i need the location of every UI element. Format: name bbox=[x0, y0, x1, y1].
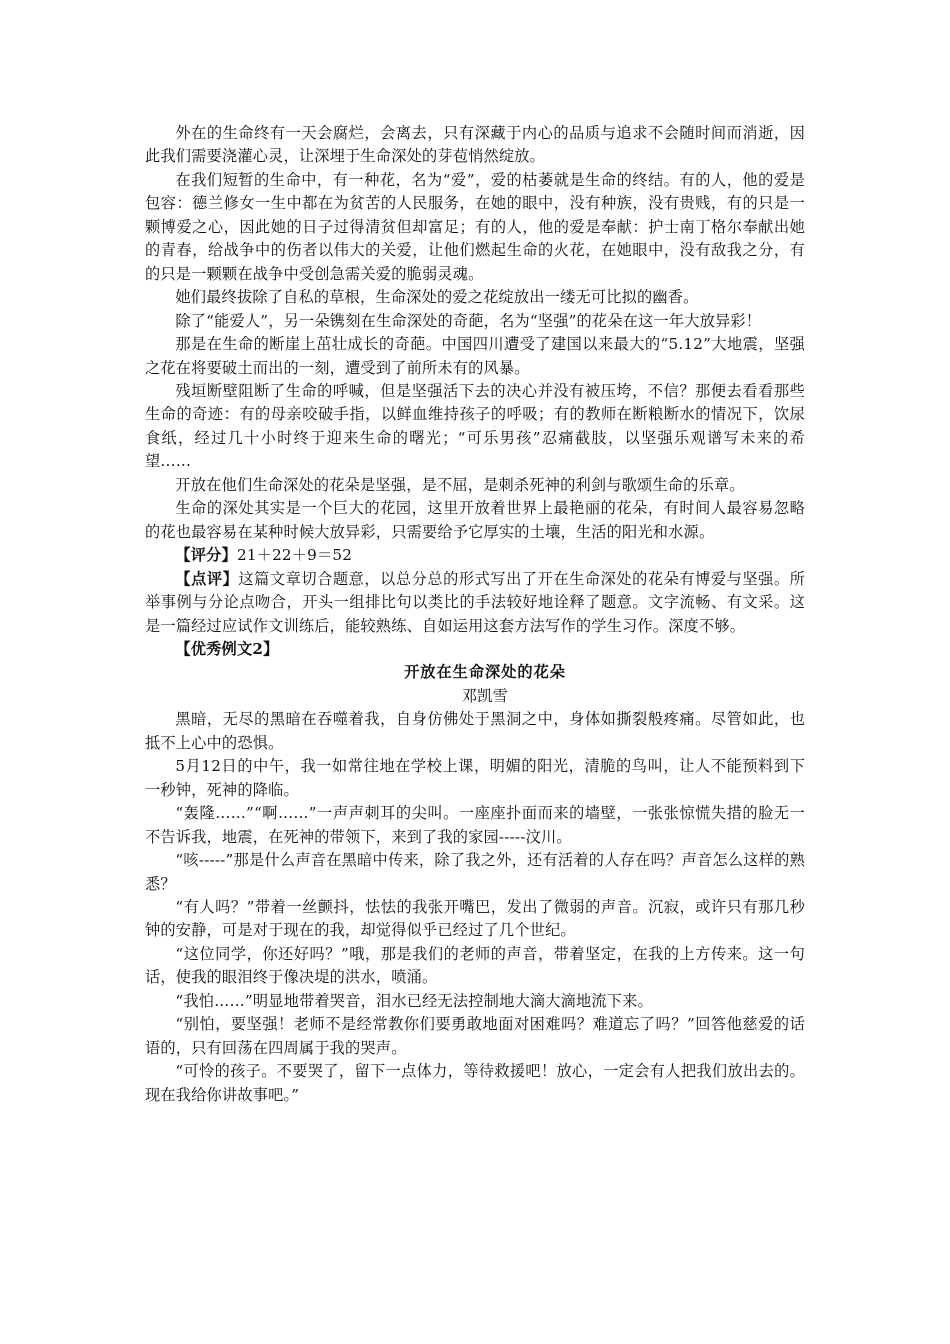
comment-text: 这篇文章切合题意，以总分总的形式写出了开在生命深处的花朵有博爱与坚强。所举事例与分论点吻合，开头一组排比句以类比的手法较好地诠释了题意。文字流畅、有文采。这是一篇经过应试作文训练后，能较熟练、自如运用这套方法写作的学生习作。深度不够。 bbox=[145, 569, 805, 635]
comment-paragraph bbox=[145, 568, 805, 638]
paragraph: 黑暗，无尽的黑暗在吞噬着我，自身仿佛处于黑洞之中，身体如撕裂般疼痛。尽管如此，也抵不上心中的恐惧。 bbox=[145, 710, 805, 752]
example-label: 【优秀例文2】 bbox=[175, 639, 279, 658]
score-label: 【评分】 bbox=[175, 546, 237, 565]
score-value: 21＋22＋9＝52 bbox=[236, 546, 353, 565]
paragraph: 那是在生命的断崖上茁壮成长的奇葩。中国四川遭受了建国以来最大的“5.12”大地震，坚强之花在将要破土而出的一刻，遭受到了前所未有的风暴。 bbox=[145, 335, 805, 377]
paragraph: “咳-----”那是什么声音在黑暗中传来，除了我之外，还有活着的人存在吗？声音怎么这样的熟悉？ bbox=[145, 851, 805, 893]
paragraph: “这位同学，你还好吗？”哦，那是我们的老师的声音，带着坚定，在我的上方传来。这一句话，使我的眼泪终于像决堤的洪水，喷涌。 bbox=[145, 944, 805, 987]
essay-author: 邓凯雪 bbox=[461, 686, 509, 705]
paragraph: “有人吗？”带着一丝颤抖，怯怯的我张开嘴巴，发出了微弱的声音。沉寂，或许只有那几秒钟的安静，可是对于现在的我，却觉得似乎已经过了几个世纪。 bbox=[145, 897, 805, 940]
paragraph: 残垣断壁阻断了生命的呼喊，但是坚强活下去的决心并没有被压垮，不信？那便去看看那些生命的奇迹：有的母亲咬破手指，以鲜血维持孩子的呼吸；有的教师在断粮断水的情况下，饮尿食纸，经过几十小时终于迎来生命的曙光；“可乐男孩”忍痛截肢，以坚强乐观谱写未来的希望…… bbox=[145, 381, 805, 471]
paragraph: 在我们短暂的生命中，有一种花，名为“爱”，爱的枯萎就是生命的终结。有的人，他的爱是包容：德兰修女一生中都在为贫苦的人民服务，在她的眼中，没有种族，没有贵贱，有的只是一颗博爱之心，因此她的日子过得清贫但却富足；有的人，他的爱是奉献：护士南丁格尔奉献出她的青春，给战争中的伤者以伟大的关爱，让他们燃起生命的火花，在她眼中，没有敌我之分，有的只是一颗颗在战争中受创急需关爱的脆弱灵魂。 bbox=[145, 170, 805, 283]
score-line bbox=[145, 544, 805, 567]
paragraph: 5月12日的中午，我一如常往地在学校上课，明媚的阳光，清脆的鸟叫，让人不能预料到下一秒钟，死神的降临。 bbox=[145, 757, 805, 799]
paragraph: “别怕，要坚强！老师不是经常教你们要勇敢地面对困难吗？难道忘了吗？”回答他慈爱的话语的，只有回荡在四周属于我的哭声。 bbox=[145, 1015, 805, 1057]
document-body bbox=[145, 122, 805, 1107]
paragraph: 她们最终拔除了自私的草根，生命深处的爱之花绽放出一缕无可比拟的幽香。 bbox=[175, 288, 699, 307]
paragraph: 生命的深处其实是一个巨大的花园，这里开放着世界上最艳丽的花朵，有时间人最容易忽略的花也最容易在某种时候大放异彩，只需要给予它厚实的土壤，生活的阳光和水源。 bbox=[145, 499, 805, 541]
paragraph: 开放在他们生命深处的花朵是坚强，是不屈，是刺杀死神的利剑与歌颂生命的乐章。 bbox=[175, 475, 745, 494]
paragraph: 除了“能爱人”，另一朵镌刻在生命深处的奇葩，名为“坚强”的花朵在这一年大放异彩！ bbox=[175, 311, 762, 330]
paragraph: 外在的生命终有一天会腐烂，会离去，只有深藏于内心的品质与追求不会随时间而消逝，因此我们需要浇灌心灵，让深埋于生命深处的芽苞悄然绽放。 bbox=[145, 124, 805, 166]
essay-title: 开放在生命深处的花朵 bbox=[404, 663, 566, 682]
paragraph: “可怜的孩子。不要哭了，留下一点体力，等待救援吧！放心，一定会有人把我们放出去的。现在我给你讲故事吧。” bbox=[145, 1062, 805, 1104]
paragraph: “轰隆……”“啊……”一声声刺耳的尖叫。一座座扑面而来的墙壁，一张张惊慌失措的脸无一不告诉我，地震，在死神的带领下，来到了我的家园-----汶川。 bbox=[145, 804, 805, 846]
paragraph: “我怕……”明显地带着哭音，泪水已经无法控制地大滴大滴地流下来。 bbox=[175, 991, 653, 1010]
comment-label: 【点评】 bbox=[175, 569, 239, 588]
